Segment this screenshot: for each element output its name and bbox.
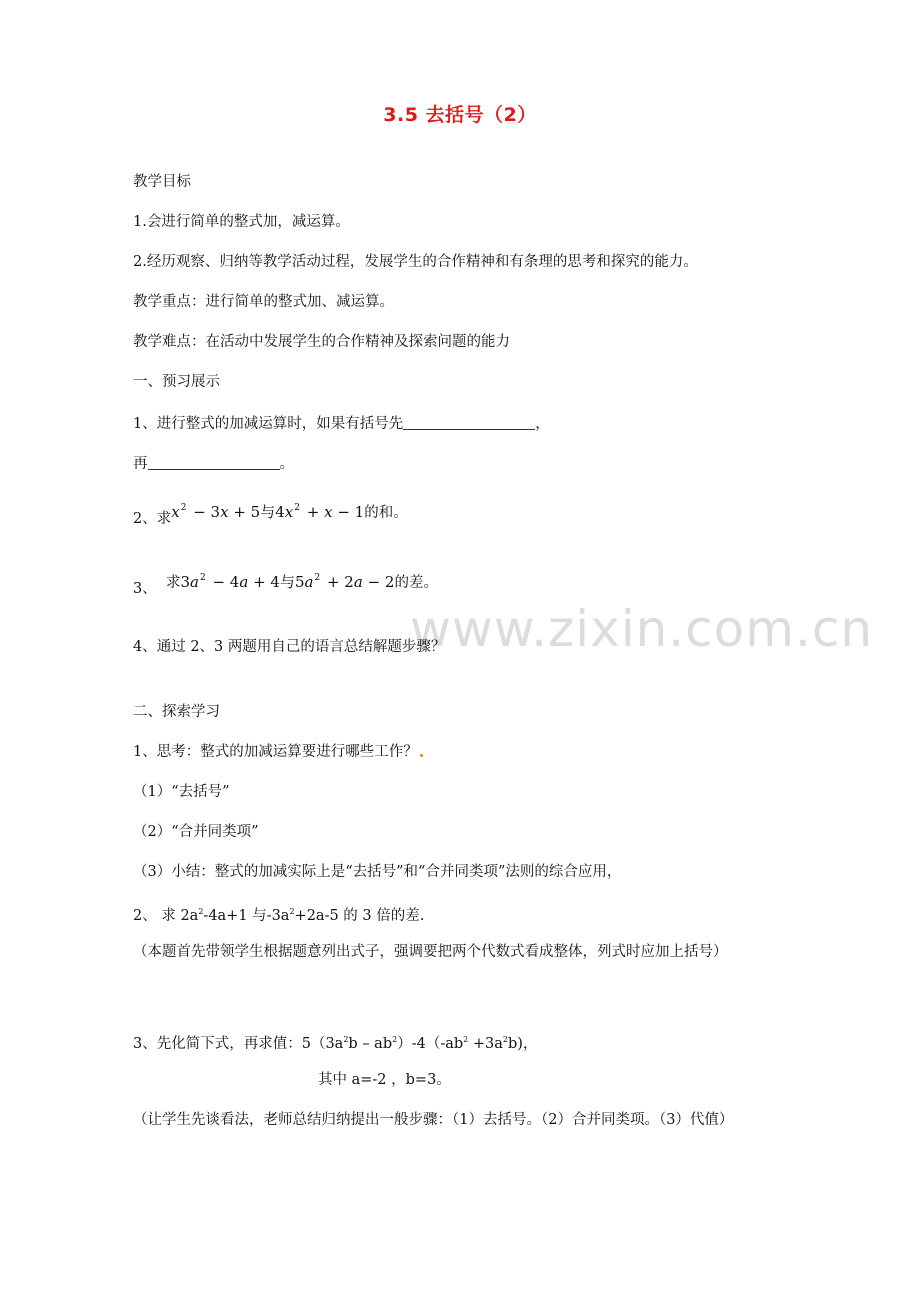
explore-question-1 bbox=[133, 742, 425, 762]
explore-step-1: （1）“去括号” bbox=[133, 784, 230, 800]
op-plus: + bbox=[301, 503, 325, 521]
watermark: www.zixin.com.cn bbox=[410, 600, 874, 658]
explore-heading: 二、探索学习 bbox=[133, 704, 220, 720]
preview-question-4: 4、通过 2、3 两题用自己的语言总结解题步骤？ bbox=[133, 639, 446, 655]
op-minus-3: − 3 bbox=[188, 503, 221, 521]
explore-q1-text: 1、思考：整式的加减运算要进行哪些工作？ bbox=[133, 744, 418, 760]
preview-question-1a bbox=[133, 414, 550, 434]
var-x: x bbox=[284, 503, 294, 521]
preview-question-2 bbox=[133, 498, 408, 527]
op-plus-4-and-5: + 4与5 bbox=[248, 573, 305, 591]
q3-prefix: 3、 bbox=[133, 581, 157, 597]
q2-expression bbox=[171, 503, 364, 521]
q1b-end: 。 bbox=[279, 456, 294, 472]
answer-blank-2[interactable] bbox=[148, 455, 280, 470]
exp-2: 2 bbox=[343, 1035, 349, 1044]
var-a: a bbox=[239, 573, 249, 591]
q1a-end: ， bbox=[535, 416, 550, 432]
explore-question-2 bbox=[133, 902, 424, 926]
q1b-text: 再 bbox=[133, 456, 148, 472]
op-plus-2: + 2 bbox=[322, 573, 354, 591]
objective-2: 2.经历观察、归纳等教学活动过程，发展学生的合作精神和有条理的思考和探究的能力。 bbox=[133, 254, 698, 270]
q2-suffix: 的和。 bbox=[364, 505, 408, 521]
page-title: 3.5 去括号（2） bbox=[383, 104, 537, 126]
preview-question-3 bbox=[133, 568, 438, 597]
explore-step-2: （2）“合并同类项” bbox=[133, 824, 259, 840]
q2-head: 2、 求 2a bbox=[133, 908, 199, 924]
q3-ask: 求 bbox=[165, 575, 181, 591]
mark-dot bbox=[420, 754, 423, 757]
objective-1: 1.会进行简单的整式加，减运算。 bbox=[133, 214, 350, 230]
op-plus-5-and-4: + 5与4 bbox=[228, 503, 285, 521]
answer-blank-1[interactable] bbox=[403, 415, 535, 430]
exp-2: 2 bbox=[180, 503, 187, 513]
coef-3: 3 bbox=[180, 573, 190, 591]
explore-question-3 bbox=[133, 1030, 537, 1054]
explore-question-3-note: （让学生先谈看法，老师总结归纳提出一般步骤：（1）去括号。（2）合并同类项。（3）代值） bbox=[133, 1112, 734, 1128]
var-x: x bbox=[220, 503, 229, 521]
var-a: a bbox=[190, 573, 199, 591]
exp-2: 2 bbox=[392, 1035, 398, 1044]
exp-2: 2 bbox=[289, 907, 295, 916]
q3-suffix: 的差。 bbox=[394, 575, 438, 591]
q3-part-c: ）-4（-ab bbox=[397, 1036, 464, 1052]
objectives-heading: 教学目标 bbox=[133, 174, 191, 190]
preview-question-1b bbox=[133, 454, 294, 474]
op-minus-4: − 4 bbox=[207, 573, 240, 591]
explore-question-3-where: 其中 a=-2 ，b=3。 bbox=[318, 1072, 451, 1088]
q1a-text: 1、进行整式的加减运算时，如果有括号先 bbox=[133, 416, 404, 432]
difficulty: 教学难点：在活动中发展学生的合作精神及探索问题的能力 bbox=[133, 334, 510, 350]
q2-mid1: -4a+1 与-3a bbox=[203, 908, 290, 924]
q3-expression bbox=[180, 573, 394, 591]
q2-mid2: +2a-5 的 3 倍的差. bbox=[294, 908, 425, 924]
op-minus-2: − 2 bbox=[362, 573, 395, 591]
preview-heading: 一、预习展示 bbox=[133, 374, 220, 390]
q2-prefix: 2、求 bbox=[133, 511, 172, 527]
explore-question-2-note: （本题首先带领学生根据题意列出式子，强调要把两个代数式看成整体，列式时应加上括号） bbox=[133, 944, 728, 960]
var-a: a bbox=[304, 573, 314, 591]
exp-2: 2 bbox=[314, 573, 321, 583]
exp-2: 2 bbox=[463, 1035, 469, 1044]
var-x: x bbox=[324, 503, 333, 521]
var-a: a bbox=[353, 573, 363, 591]
q3-part-d: +3a bbox=[468, 1036, 503, 1052]
exp-2: 2 bbox=[294, 503, 300, 513]
q3-part-e: b)， bbox=[507, 1036, 538, 1052]
op-minus-1: − 1 bbox=[332, 503, 365, 521]
explore-step-3: （3）小结：整式的加减实际上是“去括号”和“合并同类项”法则的综合应用， bbox=[133, 864, 622, 880]
var-x: x bbox=[171, 503, 180, 521]
exp-2: 2 bbox=[198, 907, 204, 916]
key-point: 教学重点：进行简单的整式加、减运算。 bbox=[133, 294, 394, 310]
q3-part-a: 3、先化简下式，再求值：5（3a bbox=[133, 1036, 344, 1052]
exp-2: 2 bbox=[199, 573, 206, 583]
q3-part-b: b – ab bbox=[348, 1036, 393, 1052]
exp-2: 2 bbox=[502, 1035, 508, 1044]
